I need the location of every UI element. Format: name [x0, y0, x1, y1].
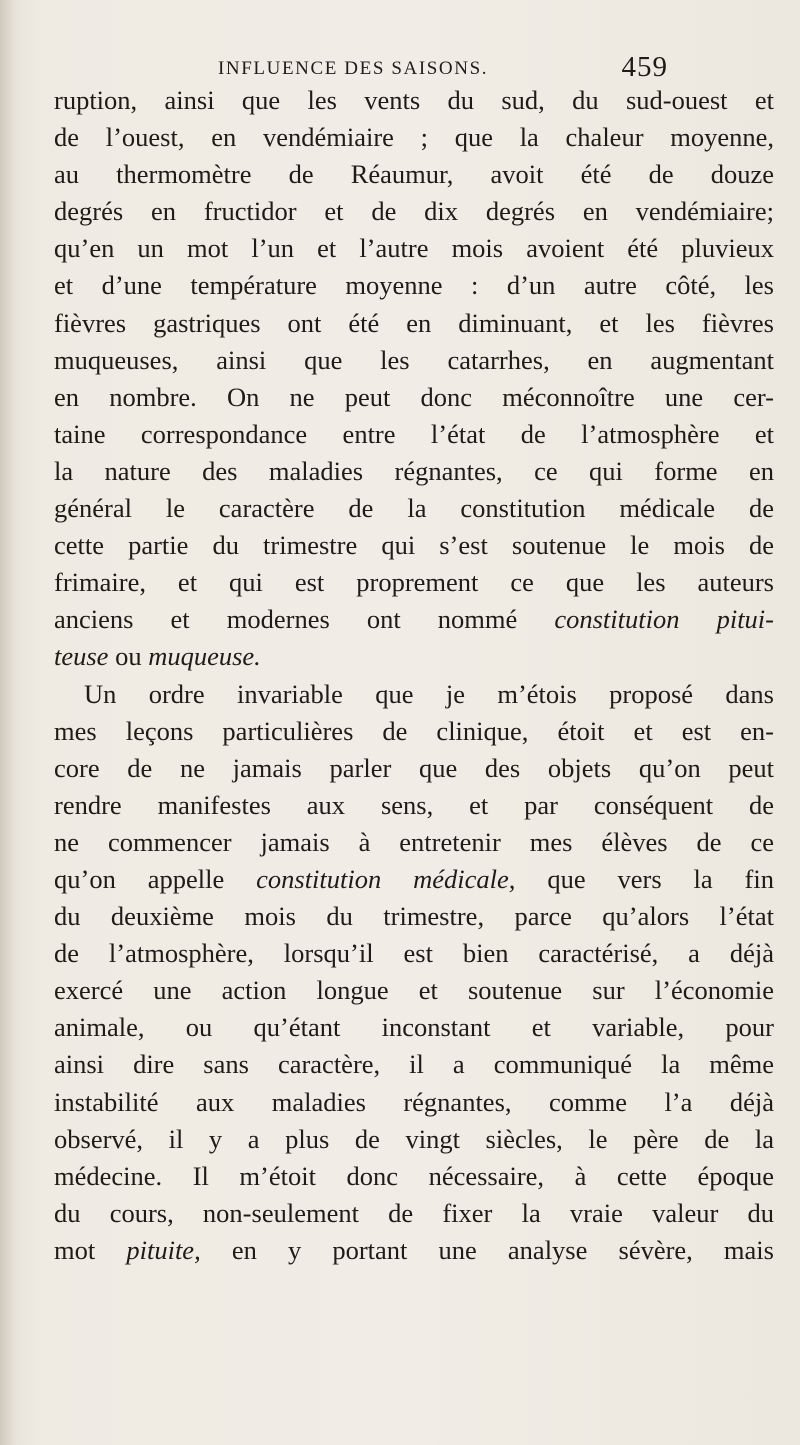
text-line: [54, 1158, 774, 1195]
text-segment: taine correspondance entre l’état de l’atmosphère et: [54, 418, 774, 449]
text-segment: et d’une température moyenne : d’un autre côté, les: [54, 270, 774, 301]
page-number: 459: [621, 51, 668, 83]
italic-term: constitution médicale,: [256, 863, 516, 894]
italic-term: constitution pitui-: [554, 604, 774, 635]
text-line: [54, 1084, 774, 1121]
text-line: [54, 342, 774, 379]
text-segment: muqueuses, ainsi que les catarrhes, en augmentant: [54, 344, 774, 375]
text-line: [54, 379, 774, 416]
text-segment: mot: [54, 1234, 127, 1265]
text-segment: de l’atmosphère, lorsqu’il est bien caractérisé, a déjà: [54, 938, 774, 969]
text-segment: qu’en un mot l’un et l’autre mois avoient été pluvieux: [54, 233, 774, 264]
text-segment: Un ordre invariable que je m’étois proposé dans: [84, 678, 774, 709]
text-line: [54, 638, 774, 675]
italic-term: pituite,: [126, 1234, 201, 1265]
text-segment: ne commencer jamais à entretenir mes élèves de ce: [54, 826, 774, 857]
text-segment: degrés en fructidor et de dix degrés en vendémiaire;: [54, 196, 774, 227]
text-segment: ruption, ainsi que les vents du sud, du sud-ouest et: [54, 85, 774, 115]
text-line: [54, 82, 774, 119]
text-line: [54, 1232, 774, 1269]
text-line: [54, 119, 774, 156]
text-line: [54, 1121, 774, 1158]
text-segment: anciens et modernes ont nommé: [54, 604, 555, 635]
text-segment: en nombre. On ne peut donc méconnoître une cer-: [54, 381, 774, 412]
text-segment: médecine. Il m’étoit donc nécessaire, à cette époque: [54, 1160, 774, 1191]
text-line: [54, 267, 774, 304]
text-segment: frimaire, et qui est proprement ce que les auteurs: [54, 567, 774, 598]
text-segment: que vers la fin: [515, 863, 774, 894]
page-gutter: [0, 0, 14, 1445]
text-segment: en y portant une analyse sévère, mais: [200, 1234, 774, 1265]
text-line: [54, 527, 774, 564]
text-line: [54, 750, 774, 787]
text-line: [54, 972, 774, 1009]
text-segment: la nature des maladies régnantes, ce qui forme en: [54, 455, 774, 486]
text-line: [54, 156, 774, 193]
text-line: [54, 861, 774, 898]
text-line: [54, 787, 774, 824]
text-segment: rendre manifestes aux sens, et par conséquent de: [54, 789, 774, 820]
text-segment: ainsi dire sans caractère, il a communiqué la même: [54, 1049, 774, 1080]
text-segment: exercé une action longue et soutenue sur l’économie: [54, 975, 774, 1006]
text-line: [54, 1009, 774, 1046]
text-segment: core de ne jamais parler que des objets qu’on peut: [54, 752, 774, 783]
text-line: [54, 898, 774, 935]
italic-term: teuse: [54, 641, 109, 672]
text-line: [54, 935, 774, 972]
body-text: [54, 82, 774, 1269]
text-segment: de l’ouest, en vendémiaire ; que la chaleur moyenne,: [54, 122, 774, 153]
text-segment: du cours, non-seulement de fixer la vraie valeur du: [54, 1197, 774, 1228]
text-segment: général le caractère de la constitution médicale de: [54, 493, 774, 524]
text-line: [54, 713, 774, 750]
text-segment: cette partie du trimestre qui s’est soutenue le mois de: [54, 530, 774, 561]
text-segment: animale, ou qu’étant inconstant et variable, pour: [54, 1012, 774, 1043]
text-line: [54, 490, 774, 527]
text-line: [54, 305, 774, 342]
text-line: [54, 193, 774, 230]
text-segment: fièvres gastriques ont été en diminuant, et les fièvres: [54, 307, 774, 338]
text-line: [54, 1195, 774, 1232]
text-segment: qu’on appelle: [54, 863, 257, 894]
text-segment: observé, il y a plus de vingt siècles, le père de la: [54, 1123, 774, 1154]
text-line: [54, 453, 774, 490]
running-title: INFLUENCE DES SAISONS.: [218, 58, 489, 79]
text-segment: ou: [108, 641, 149, 672]
text-segment: au thermomètre de Réaumur, avoit été de douze: [54, 159, 774, 190]
text-segment: instabilité aux maladies régnantes, comme l’a déjà: [54, 1086, 774, 1117]
text-line: [54, 824, 774, 861]
text-line: [54, 230, 774, 267]
text-line: [54, 601, 774, 638]
text-line: [54, 676, 774, 713]
italic-term: muqueuse.: [148, 641, 261, 672]
text-segment: mes leçons particulières de clinique, étoit et est en-: [54, 715, 774, 746]
text-line: [54, 564, 774, 601]
text-line: [54, 1046, 774, 1083]
text-segment: du deuxième mois du trimestre, parce qu’alors l’état: [54, 901, 774, 932]
text-line: [54, 416, 774, 453]
